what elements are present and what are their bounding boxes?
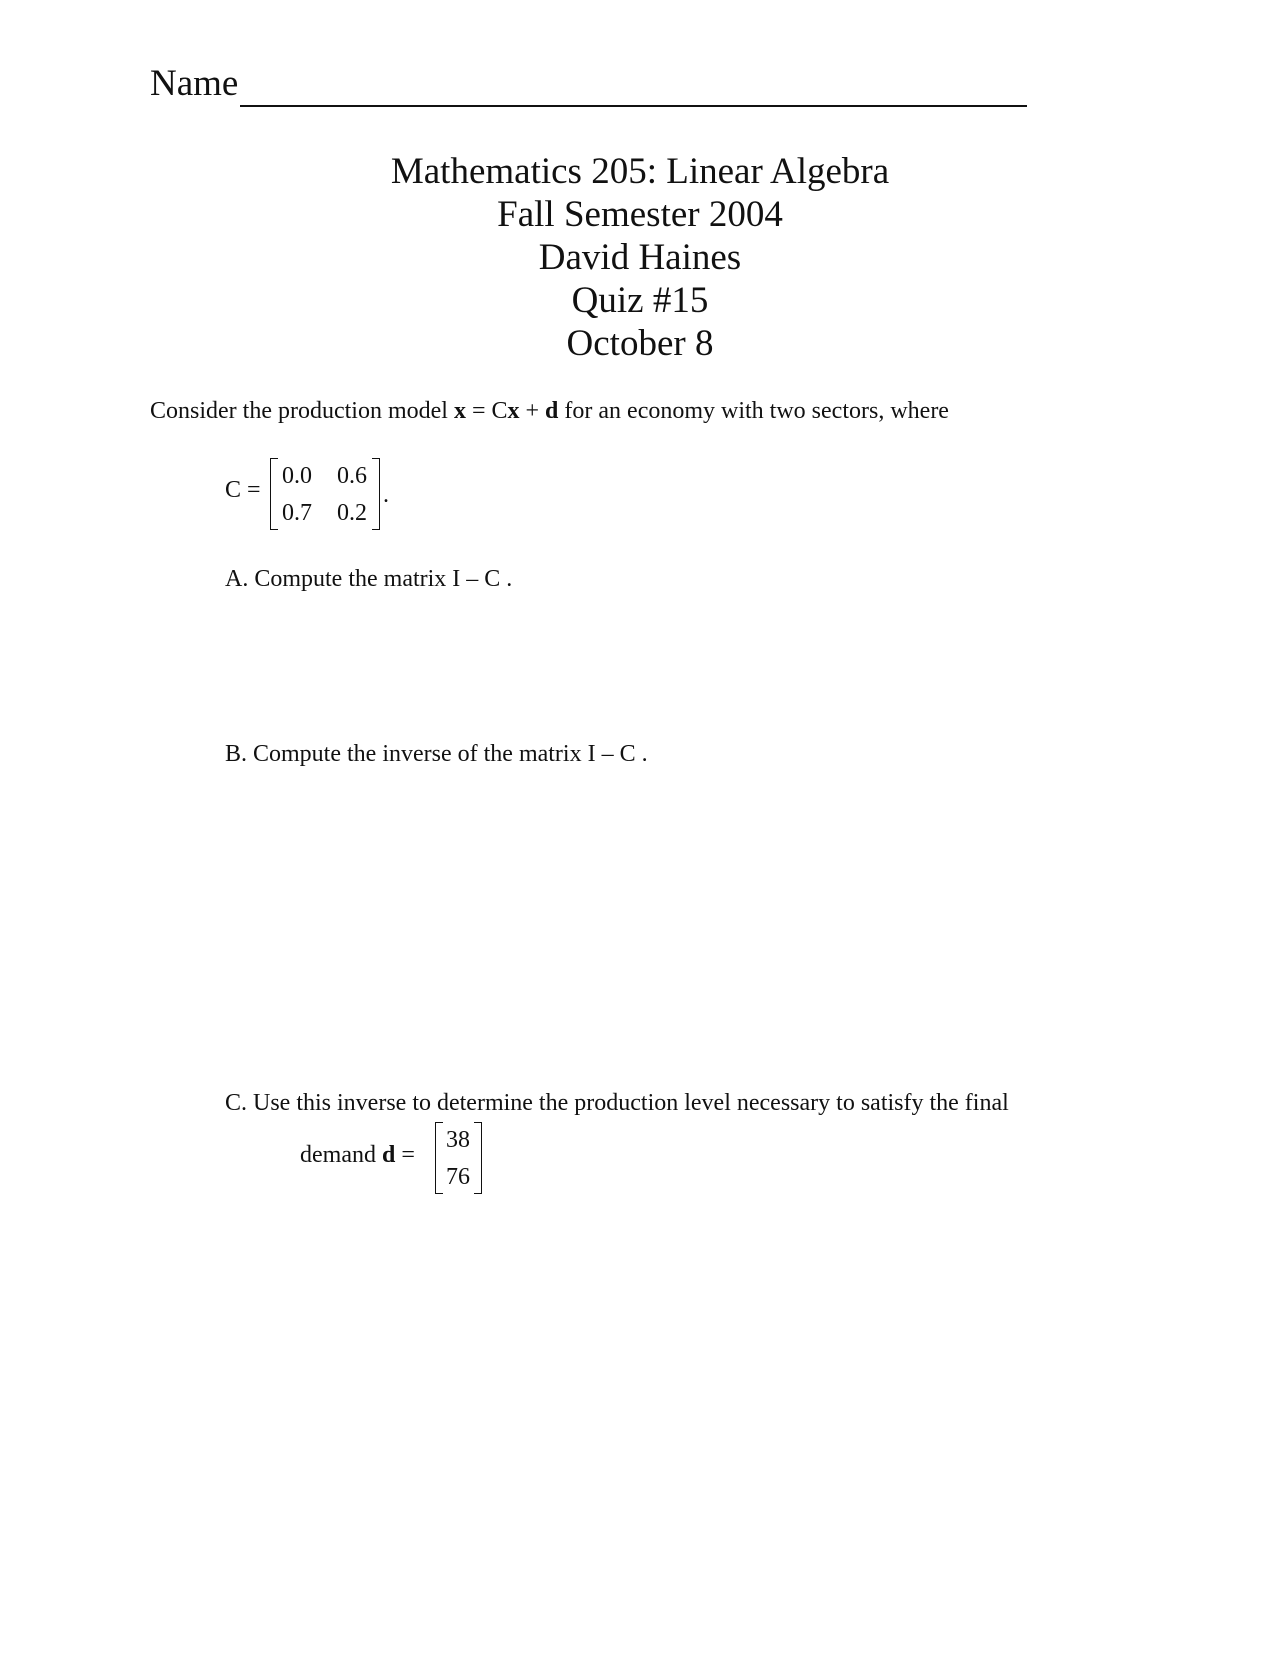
matrix-c-label: C = xyxy=(225,477,261,503)
matrix-c xyxy=(270,458,380,530)
intro-sentence xyxy=(150,398,949,425)
quiz-date: October 8 xyxy=(566,323,714,364)
matrix-c-left-bracket xyxy=(270,458,278,530)
semester: Fall Semester 2004 xyxy=(497,194,783,235)
demand-d: d xyxy=(381,1142,396,1168)
demand-left-bracket xyxy=(435,1122,443,1194)
demand-eq: = xyxy=(395,1142,415,1168)
question-a: A. Compute the matrix I – C . xyxy=(225,566,513,592)
demand-text: demand xyxy=(300,1142,382,1168)
name-label: Name xyxy=(150,63,239,104)
question-b: B. Compute the inverse of the matrix I – C . xyxy=(225,741,648,767)
demand-value: 76 xyxy=(446,1164,470,1190)
intro-part1: Consider the production model xyxy=(150,398,454,424)
vector-d: d xyxy=(545,398,559,424)
quiz-number: Quiz #15 xyxy=(571,280,709,321)
title-block xyxy=(0,150,1280,365)
intro-eq: = C xyxy=(465,398,508,424)
instructor: David Haines xyxy=(538,237,742,278)
vector-x: x xyxy=(453,398,466,424)
course-title: Mathematics 205: Linear Algebra xyxy=(390,151,890,192)
vector-x-2: x xyxy=(507,398,520,424)
intro-plus: + xyxy=(519,398,546,424)
demand-right-bracket xyxy=(474,1122,482,1194)
question-c: C. Use this inverse to determine the production level necessary to satisfy the final xyxy=(225,1090,1009,1116)
demand-value: 38 xyxy=(446,1127,470,1153)
matrix-c-period: . xyxy=(383,482,389,508)
name-underline[interactable] xyxy=(240,105,1027,107)
matrix-c-cell: 0.0 xyxy=(282,463,312,489)
matrix-c-cell: 0.7 xyxy=(282,500,312,526)
matrix-c-cell: 0.6 xyxy=(337,463,367,489)
demand-vector xyxy=(435,1122,482,1194)
matrix-c-right-bracket xyxy=(372,458,380,530)
demand-label xyxy=(300,1142,415,1169)
matrix-c-cell: 0.2 xyxy=(337,500,367,526)
intro-part2: for an economy with two sectors, where xyxy=(558,398,949,424)
